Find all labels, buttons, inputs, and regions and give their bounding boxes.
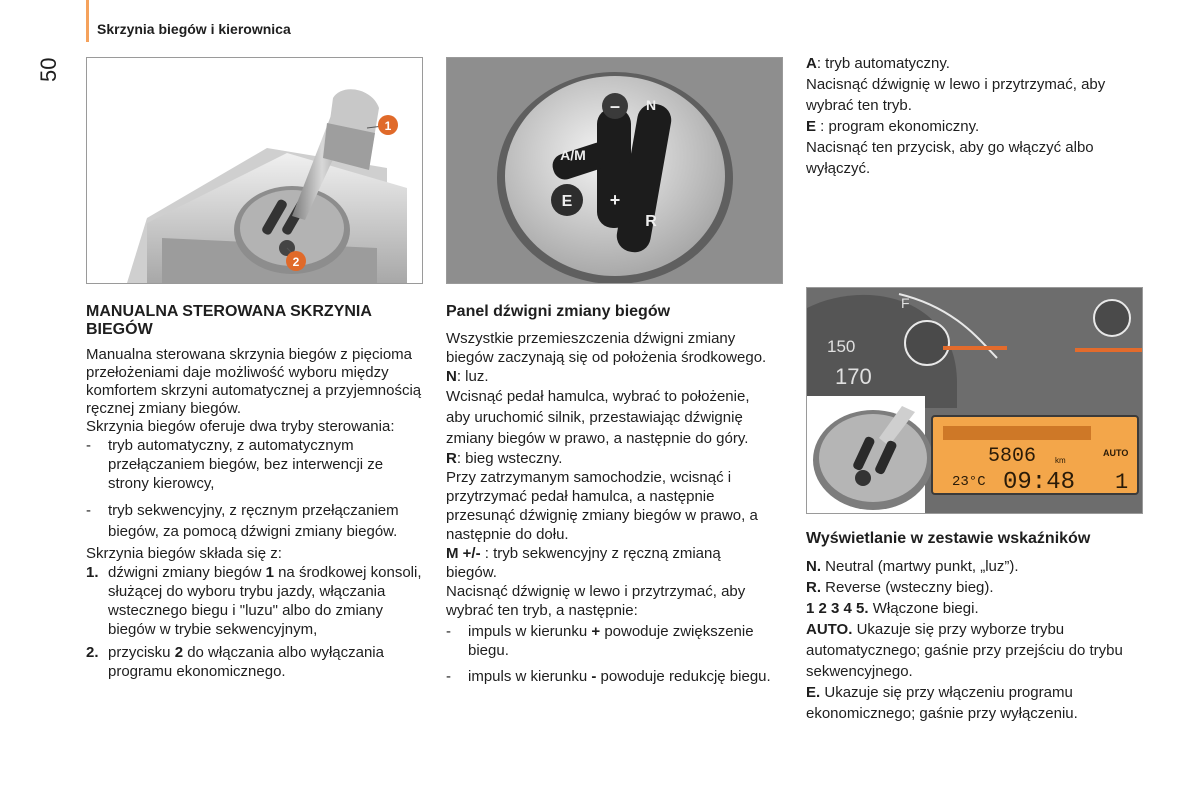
parts-intro: Skrzynia biegów składa się z: — [86, 545, 282, 562]
part-item-lever: 1. dźwigni zmiany biegów 1 na środkowej konsoli, służącej do wyboru trybu jazdy, włączania wstecznego biegu i "luzu" albo do zmiany biegów w trybie sekwencyjnym, — [86, 564, 422, 638]
speed-label-150: 150 — [827, 337, 856, 356]
callout-2-label: 2 — [292, 255, 300, 269]
impulse-plus-item: - impuls w kierunku + powoduje zwiększenie biegu. — [446, 623, 754, 659]
automatic-mode-instructions: Nacisnąć dźwignię w lewo i przytrzymać, aby wybrać ten tryb. — [806, 76, 1106, 114]
page-header-title: Skrzynia biegów i kierownica — [97, 21, 291, 37]
gear-panel-figure — [446, 57, 783, 284]
plus-label: + — [609, 190, 621, 210]
sequential-instructions: Nacisnąć dźwignię w lewo i przytrzymać, aby wybrać ten tryb, a następnie: — [446, 583, 746, 619]
modes-intro: Skrzynia biegów oferuje dwa tryby sterowania: — [86, 418, 395, 435]
instrument-cluster-illustration — [807, 288, 1142, 513]
neutral-instructions: Wcisnąć pedał hamulca, wybrać to położenie, aby uruchomić silnik, przestawiając dźwignię zmiany biegów w prawo, a następnie do góry. — [446, 388, 750, 447]
display-item-eco: E. Ukazuje się przy włączeniu programu ekonomicznego; gaśnie przy wyłączeniu. — [806, 684, 1078, 722]
display-item-gears: 1 2 3 4 5. Włączone biegi. — [806, 600, 979, 617]
panel-intro: Wszystkie przemieszczenia dźwigni zmiany biegów zaczynają się od położenia środkowego. — [446, 330, 767, 366]
am-label: A/M — [560, 147, 586, 163]
odometer-value: 5806 — [987, 445, 1037, 468]
column-gear-panel — [446, 303, 771, 686]
gear-readout: 1 — [1115, 470, 1129, 495]
impulse-minus-item: - impuls w kierunku - powoduje redukcję biegu. — [446, 668, 771, 685]
reverse-instructions: Przy zatrzymanym samochodzie, wcisnąć i przytrzymać pedał hamulca, a następnie przesunąć dźwignię zmiany biegów w prawo, a następnie do dołu. — [446, 469, 758, 543]
gear-lever-illustration — [87, 58, 422, 283]
column-manual-gearbox — [86, 303, 426, 681]
section-heading-manual-gearbox: MANUALNA STEROWANA SKRZYNIA BIEGÓW — [86, 303, 372, 338]
mode-item-sequential: - tryb sekwencyjny, z ręcznym przełączaniem biegów, za pomocą dźwigni zmiany biegów. — [86, 502, 399, 540]
display-item-auto: AUTO. Ukazuje się przy wyborze trybu automatycznego; gaśnie przy przejściu do trybu sekwencyjnego. — [806, 621, 1123, 680]
instrument-cluster-figure — [806, 287, 1143, 514]
reverse-label: R — [645, 213, 657, 230]
part-item-button: 2. przycisku 2 do włączania albo wyłączania programu ekonomicznego. — [86, 644, 384, 680]
display-item-reverse: R. Reverse (wsteczny bieg). — [806, 579, 994, 596]
header-accent-bar — [86, 0, 89, 42]
column-display — [806, 530, 1151, 724]
automatic-mode-description: A: tryb automatyczny. — [806, 55, 950, 72]
neutral-label: N — [645, 97, 657, 113]
section-heading-gear-panel: Panel dźwigni zmiany biegów — [446, 303, 671, 320]
column-modes-top — [806, 53, 1151, 179]
display-item-neutral: N. Neutral (martwy punkt, „luz”). — [806, 558, 1019, 575]
page-number: 50 — [36, 57, 61, 82]
mode-item-automatic: - tryb automatyczny, z automatycznym przełączaniem biegów, bez interwencji ze strony kierowcy, — [86, 437, 384, 492]
clock-readout: 09:48 — [1003, 469, 1076, 496]
reverse-description: R: bieg wsteczny. — [446, 450, 563, 467]
fuel-full-label: F — [901, 295, 910, 311]
callout-1-label: 1 — [384, 119, 392, 133]
auto-indicator: AUTO — [1103, 448, 1129, 458]
temperature-readout: 23°C — [952, 474, 986, 490]
section-heading-display: Wyświetlanie w zestawie wskaźników — [806, 530, 1091, 547]
intro-paragraph: Manualna sterowana skrzynia biegów z pięcioma przełożeniami daje możliwość wyboru między komfortem skrzyni automatycznej a przyjemnością ręcznej zmiany biegów. — [86, 346, 422, 417]
neutral-description: N: luz. — [446, 368, 489, 385]
minus-label: – — [609, 96, 621, 116]
gear-panel-illustration — [447, 58, 782, 283]
gear-lever-figure — [86, 57, 423, 284]
speed-label-170: 170 — [835, 364, 872, 389]
sequential-description: M +/- : tryb sekwencyjny z ręczną zmianą biegów. — [446, 545, 721, 581]
eco-label: E — [561, 193, 573, 210]
odometer-unit: km — [1055, 456, 1066, 465]
eco-program-description: E : program ekonomiczny. — [806, 118, 980, 135]
eco-program-instructions: Nacisnąć ten przycisk, aby go włączyć albo wyłączyć. — [806, 139, 1094, 177]
